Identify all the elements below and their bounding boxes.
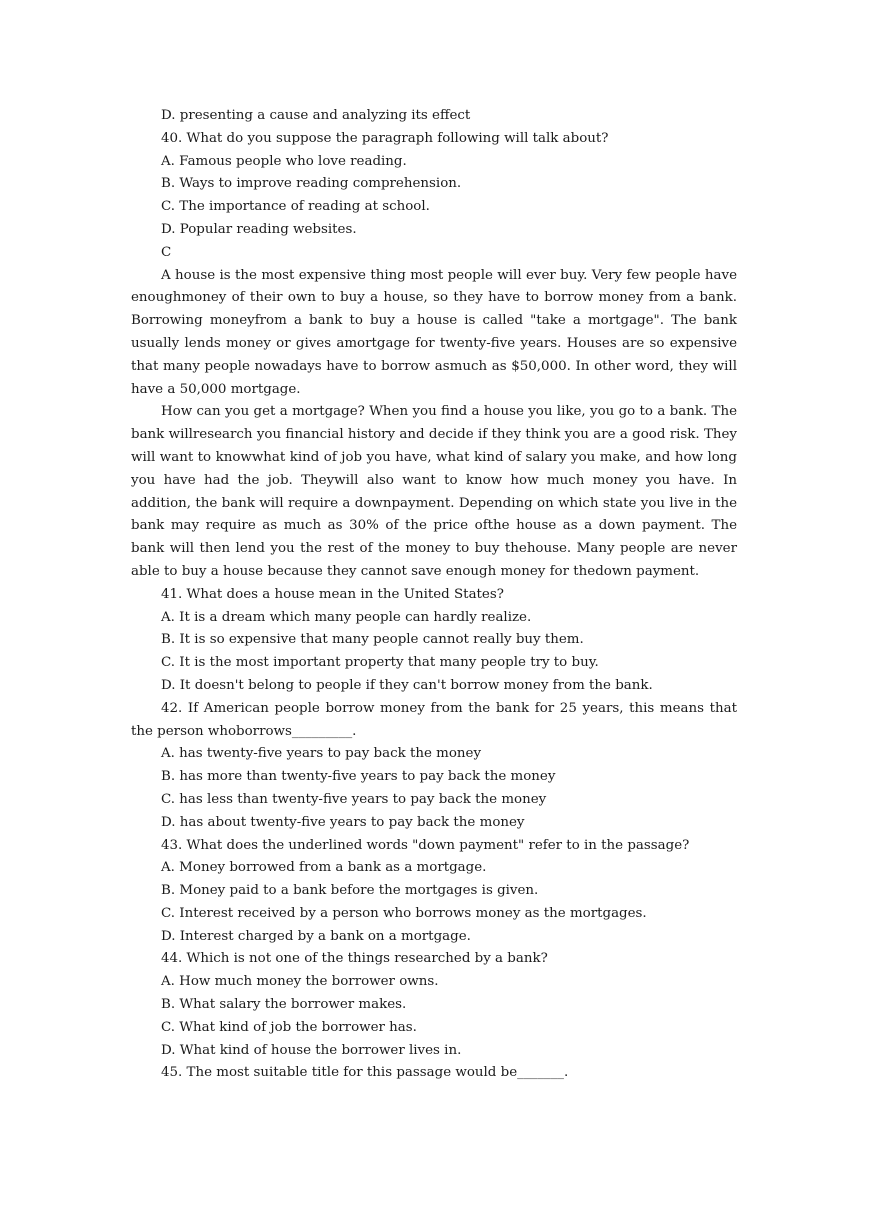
q41-option-d: D. It doesn't belong to people if they can't borrow money from the bank. bbox=[161, 677, 653, 693]
q41-option-b: B. It is so expensive that many people cannot really buy them. bbox=[161, 632, 584, 648]
q39-option-d: D. presenting a cause and analyzing its effect bbox=[161, 108, 471, 123]
q41-option-c: C. It is the most important property that many people try to buy. bbox=[161, 655, 599, 671]
q43-option-d: D. Interest charged by a bank on a mortgage. bbox=[161, 928, 471, 944]
q41-option-a: A. It is a dream which many people can hardly realize. bbox=[161, 609, 532, 625]
q40-option-d: D. Popular reading websites. bbox=[161, 221, 357, 237]
q40-option-a: A. Famous people who love reading. bbox=[161, 153, 407, 169]
q42-option-b: B. has more than twenty-five years to pay back the money bbox=[161, 769, 556, 785]
q44-option-a: A. How much money the borrower owns. bbox=[161, 974, 439, 990]
q42-option-d: D. has about twenty-five years to pay back the money bbox=[161, 814, 525, 830]
q42-question: 42. If American people borrow money from the bank for 25 years, this means that the person whoborrows_________. bbox=[131, 700, 737, 739]
q43-option-a: A. Money borrowed from a bank as a mortgage. bbox=[161, 860, 487, 876]
passage-paragraph-2: How can you get a mortgage? When you find a house you like, you go to a bank. The bank willresearch you financial history and decide if they think you are a good risk. They will want to knowwhat kind of job you have, what kind of salary you make, and how long you have had the job. Theywill also want to know how much money you have. In addition, the bank will require a downpayment. Depending on which state you live in the bank may require as much as 30% of the price ofthe house as a down payment. The bank will then lend you the rest of the money to buy thehouse. Many people are never able to buy a house because they cannot save enough money for thedown payment. bbox=[131, 404, 737, 579]
q44-option-b: B. What salary the borrower makes. bbox=[161, 997, 407, 1013]
q45-question: 45. The most suitable title for this passage would be_______. bbox=[161, 1065, 569, 1081]
q43-option-b: B. Money paid to a bank before the mortgages is given. bbox=[161, 883, 539, 899]
section-label: C bbox=[161, 244, 172, 260]
q42-option-c: C. has less than twenty-five years to pay back the money bbox=[161, 791, 547, 807]
q40-question: 40. What do you suppose the paragraph following will talk about? bbox=[161, 130, 609, 146]
document-content bbox=[131, 105, 737, 1085]
q44-question: 44. Which is not one of the things researched by a bank? bbox=[161, 951, 548, 967]
q40-option-c: C. The importance of reading at school. bbox=[161, 199, 430, 215]
q43-question: 43. What does the underlined words "down payment" refer to in the passage? bbox=[161, 837, 690, 853]
q43-option-c: C. Interest received by a person who borrows money as the mortgages. bbox=[161, 905, 647, 921]
q40-option-b: B. Ways to improve reading comprehension. bbox=[161, 176, 462, 192]
q44-option-c: C. What kind of job the borrower has. bbox=[161, 1019, 417, 1035]
q42-option-a: A. has twenty-five years to pay back the money bbox=[161, 746, 482, 762]
q44-option-d: D. What kind of house the borrower lives in. bbox=[161, 1042, 462, 1058]
q41-question: 41. What does a house mean in the United States? bbox=[161, 586, 504, 602]
passage-paragraph-1: A house is the most expensive thing most people will ever buy. Very few people have enoughmoney of their own to buy a house, so they have to borrow money from a bank. Borrowing moneyfrom a bank to buy a house is called "take a mortgage". The bank usually lends money or gives amortgage for twenty-five years. Houses are so expensive that many people nowadays have to borrow asmuch as $50,000. In other word, they will have a 50,000 mortgage. bbox=[131, 267, 737, 397]
